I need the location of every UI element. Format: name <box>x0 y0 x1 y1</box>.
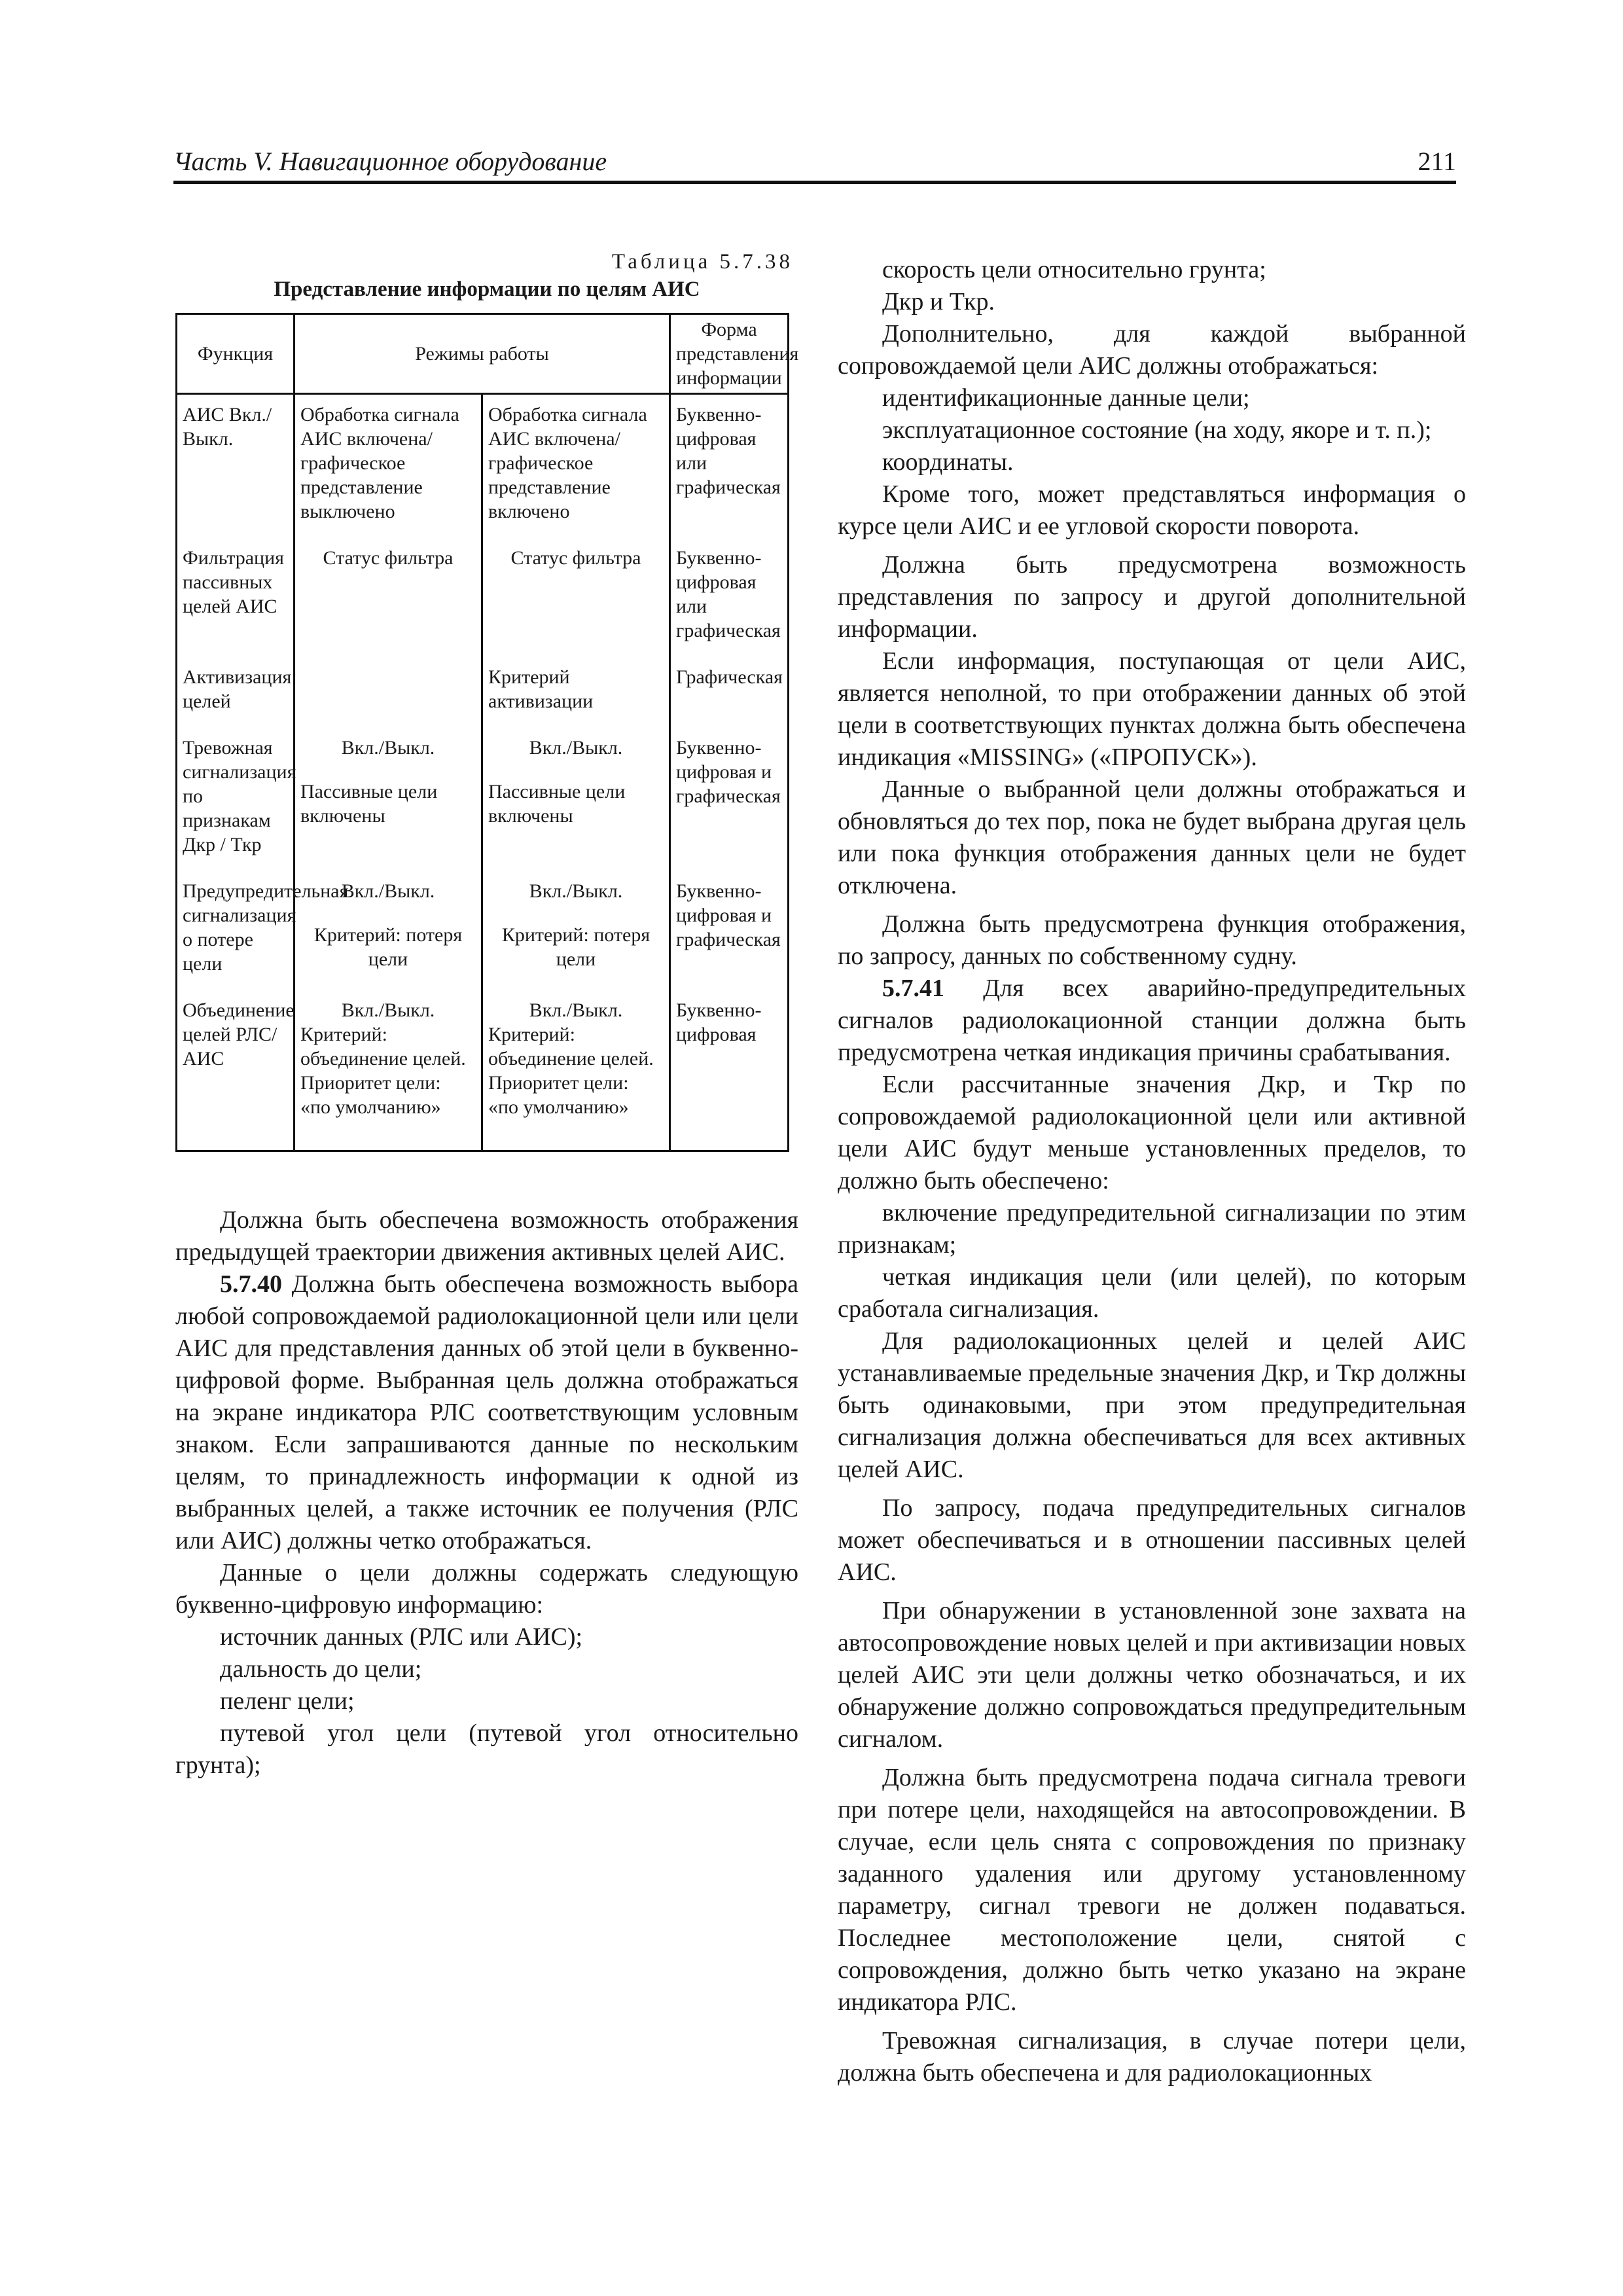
paragraph: Должна быть предусмотрена возможность представления по запросу и другой дополнительной информации. <box>838 551 1466 643</box>
row-form: Графическая <box>670 657 789 728</box>
paragraph-text: Должна быть обеспечена возможность выбора любой сопровождаемой радиолокационной цели или цели АИС для представления данных об этой цели в буквенно-цифровой форме. Выбранная цель должна отображаться на экране индикатора РЛС соответствующим условным знаком. Если запрашиваются данные по нескольким целям, то принадлежность информации к одной из выбранных целей, а также источник ее получения (РЛС или АИС) должны четко отображаться. <box>175 1270 798 1554</box>
paragraph <box>175 1268 798 1557</box>
list-item: четкая индикация цели (или целей), по которым сработала сигнализация. <box>838 1263 1466 1323</box>
paragraph: Должна быть обеспечена возможность отображения предыдущей траектории движения активных целей АИС. <box>175 1206 798 1266</box>
row-mode2: Вкл./Выкл. <box>529 737 623 759</box>
paragraph: Если информация, поступающая от цели АИС, является неполной, то при отображении данных об этой цели в соответствующих пунктах должна быть обеспечена индикация «MISSING» («ПРОПУСК»). <box>838 647 1466 771</box>
row-mode1-detail: Критерий: объединение целей. Приоритет цели: «по умолчанию» <box>300 1024 466 1118</box>
row-mode1: Статус фильтра <box>294 538 482 657</box>
table-title: Представление информации по целям АИС <box>274 278 700 301</box>
paragraph: Должна быть предусмотрена подача сигнала тревоги при потере цели, находящейся на автосопровождении. В случае, если цель снята с сопровождения по признаку заданного удаления или другому установленному параметру, сигнал тревоги не должен подаваться. Последнее местоположение цели, снятой с сопровождения, должно быть четко указано на экране индикатора РЛС. <box>838 1764 1466 2016</box>
paragraph: Должна быть предусмотрена функция отображения, по запросу, данных по собственному судну. <box>838 910 1466 970</box>
table-row <box>177 538 789 657</box>
row-mode2: Критерий активизации <box>482 657 670 728</box>
list-item: дальность до цели; <box>220 1655 422 1683</box>
running-header <box>173 143 1456 184</box>
row-mode2: Вкл./Выкл. <box>529 999 623 1021</box>
list-item: Дкр и Ткр. <box>882 288 995 315</box>
header-function: Функция <box>177 314 294 394</box>
table-header-row <box>177 314 789 394</box>
list-item: координаты. <box>882 448 1014 476</box>
row-function: Фильтрация пассивных целей АИС <box>177 538 294 657</box>
table-row <box>177 990 789 1151</box>
table-number: Таблица 5.7.38 <box>611 250 793 274</box>
list-item: идентификационные данные цели; <box>882 384 1250 412</box>
paragraph: По запросу, подача предупредительных сигналов может обеспечиваться и в отношении пассивных целей АИС. <box>838 1494 1466 1586</box>
row-form: Буквенно-цифровая и графическая <box>670 728 789 871</box>
row-mode1-cell <box>294 990 482 1151</box>
row-function: Тревожная сигнализация по признакам Дкр / Ткр <box>177 728 294 871</box>
table-row <box>177 871 789 990</box>
row-mode2-cell <box>482 728 670 871</box>
row-mode1-cell <box>294 728 482 871</box>
row-mode1: Обработка сигнала АИС включена/графическое представление выключено <box>294 394 482 539</box>
list-item: путевой угол цели (путевой угол относительно грунта); <box>175 1719 798 1779</box>
row-mode1: Вкл./Выкл. <box>341 737 435 759</box>
row-form: Буквенно-цифровая и графическая <box>670 871 789 990</box>
header-modes: Режимы работы <box>294 314 670 394</box>
paragraph: При обнаружении в установленной зоне захвата на автосопровождение новых целей и при активизации новых целей АИС эти цели должны четко обозначаться, и их обнаружение должно сопровождаться предупредительным сигналом. <box>838 1597 1466 1753</box>
paragraph: Данные о выбранной цели должны отображаться и обновляться до тех пор, пока не будет выбрана другая цель или пока функция отображения данных цели не будет отключена. <box>838 776 1466 899</box>
paragraph: Кроме того, может представляться информация о курсе цели АИС и ее угловой скорости поворота. <box>838 480 1466 540</box>
header-title: Часть V. Навигационное оборудование <box>173 147 607 176</box>
row-mode2-detail: Пассивные цели включены <box>488 781 626 827</box>
clause-number: 5.7.40 <box>220 1270 282 1298</box>
row-function: Активизация целей <box>177 657 294 728</box>
row-function: Предупредительная сигнализация о потере цели <box>177 871 294 990</box>
paragraph: Для радиолокационных целей и целей АИС устанавливаемые предельные значения Дкр, и Ткр должны быть одинаковыми, при этом предупредительная сигнализация должна обеспечиваться для всех активных целей АИС. <box>838 1327 1466 1483</box>
list-item: эксплуатационное состояние (на ходу, якоре и т. п.); <box>882 416 1432 444</box>
page-number: 211 <box>1418 147 1456 176</box>
list-item: включение предупредительной сигнализации по этим признакам; <box>838 1199 1466 1259</box>
header-form: Форма представления информации <box>670 314 789 394</box>
table-row <box>177 394 789 539</box>
row-mode2-detail: Критерий: потеря цели <box>501 924 651 970</box>
row-mode2: Статус фильтра <box>482 538 670 657</box>
row-mode2: Вкл./Выкл. <box>529 880 623 902</box>
paragraph: Данные о цели должны содержать следующую буквенно-цифровую информацию: <box>175 1559 798 1619</box>
paragraph: Если рассчитанные значения Дкр, и Ткр по сопровождаемой радиолокационной цели или активной цели АИС будут меньше установленных пределов, то должно быть обеспечено: <box>838 1071 1466 1194</box>
list-item: источник данных (РЛС или АИС); <box>220 1623 583 1651</box>
row-mode2: Обработка сигнала АИС включена/графическое представление включено <box>482 394 670 539</box>
paragraph: Тревожная сигнализация, в случае потери цели, должна быть обеспечена и для радиолокационных <box>838 2027 1466 2087</box>
left-column <box>175 249 798 1782</box>
ais-info-table <box>175 313 799 1152</box>
row-function: АИС Вкл./Выкл. <box>177 394 294 539</box>
row-mode1-detail: Критерий: потеря цели <box>313 924 463 970</box>
paragraph <box>838 973 1466 1069</box>
list-item: пеленг цели; <box>220 1687 355 1715</box>
paragraph: Дополнительно, для каждой выбранной сопровождаемой цели АИС должны отображаться: <box>838 320 1466 380</box>
right-column <box>838 254 1466 2089</box>
row-form: Буквенно-цифровая или графическая <box>670 394 789 539</box>
row-mode1-detail: Пассивные цели включены <box>300 781 438 827</box>
row-mode2-detail: Критерий: объединение целей. Приоритет цели: «по умолчанию» <box>488 1024 654 1118</box>
row-form: Буквенно-цифровая <box>670 990 789 1151</box>
left-body-text <box>175 1204 798 1782</box>
row-mode1: Вкл./Выкл. <box>341 880 435 902</box>
row-function: Объединение целей РЛС/АИС <box>177 990 294 1151</box>
list-item: скорость цели относительно грунта; <box>882 256 1266 283</box>
paragraph-text: Для всех аварийно-предупредительных сигналов радиолокационной станции должна быть предусмотрена четкая индикация причины срабатывания. <box>838 975 1466 1066</box>
row-mode2-cell <box>482 990 670 1151</box>
row-mode1 <box>294 657 482 728</box>
row-mode1: Вкл./Выкл. <box>341 999 435 1021</box>
table-row <box>177 728 789 871</box>
row-mode2-cell <box>482 871 670 990</box>
row-form: Буквенно-цифровая или графическая <box>670 538 789 657</box>
table-row <box>177 657 789 728</box>
clause-number: 5.7.41 <box>882 975 944 1002</box>
